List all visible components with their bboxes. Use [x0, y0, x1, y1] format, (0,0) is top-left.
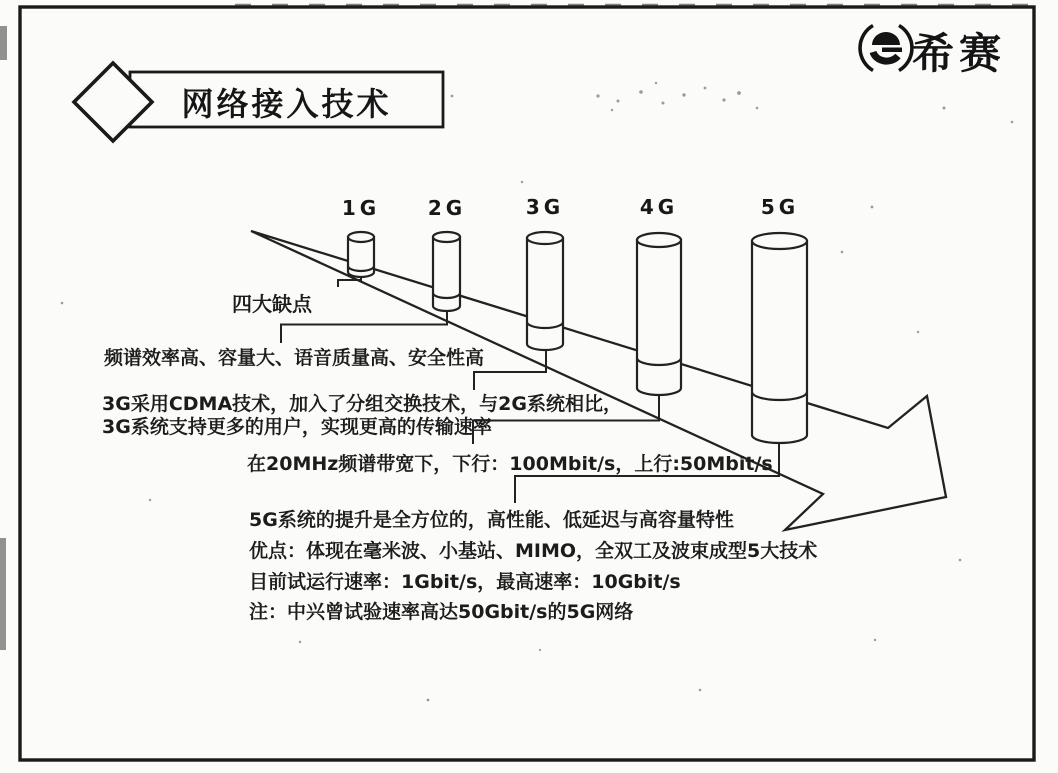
gen-label-2g: 2G [427, 196, 467, 220]
cylinder-1g [348, 232, 374, 277]
page-title: 网络接入技术 [181, 85, 392, 123]
note-3g-line1: 3G采用CDMA技术，加入了分组交换技术，与2G系统相比， [102, 393, 622, 415]
note-4g-speed: 在20MHz频谱带宽下，下行：100Mbit/s，上行:50Mbit/s [247, 453, 773, 475]
xisai-logo-icon [860, 26, 912, 71]
gen-label-4g: 4G [639, 195, 679, 219]
cylinder-3g [527, 232, 563, 350]
note-5g-line3: 目前试运行速率：1Gbit/s，最高速率：10Gbit/s [249, 571, 681, 593]
note-3g-line2: 3G系统支持更多的用户，实现更高的传输速率 [102, 416, 492, 438]
gen-label-5g: 5G [760, 195, 800, 219]
gen-label-1g: 1G [341, 196, 381, 220]
note-5g-line2: 优点：体现在毫米波、小基站、MIMO，全双工及波束成型5大技术 [249, 540, 818, 562]
note-5g-line1: 5G系统的提升是全方位的，高性能、低延迟与高容量特性 [249, 509, 734, 531]
gen-label-3g: 3G [525, 195, 565, 219]
brand-name: 希赛 [912, 29, 1007, 78]
note-2g-features: 频谱效率高、容量大、语音质量高、安全性高 [104, 347, 485, 369]
cylinder-5g [752, 233, 807, 443]
cylinder-4g [637, 233, 681, 395]
note-1g-drawbacks: 四大缺点 [232, 292, 312, 316]
note-5g-line4: 注：中兴曾试验速率高达50Gbit/s的5G网络 [249, 601, 634, 623]
cylinder-2g [433, 232, 460, 311]
